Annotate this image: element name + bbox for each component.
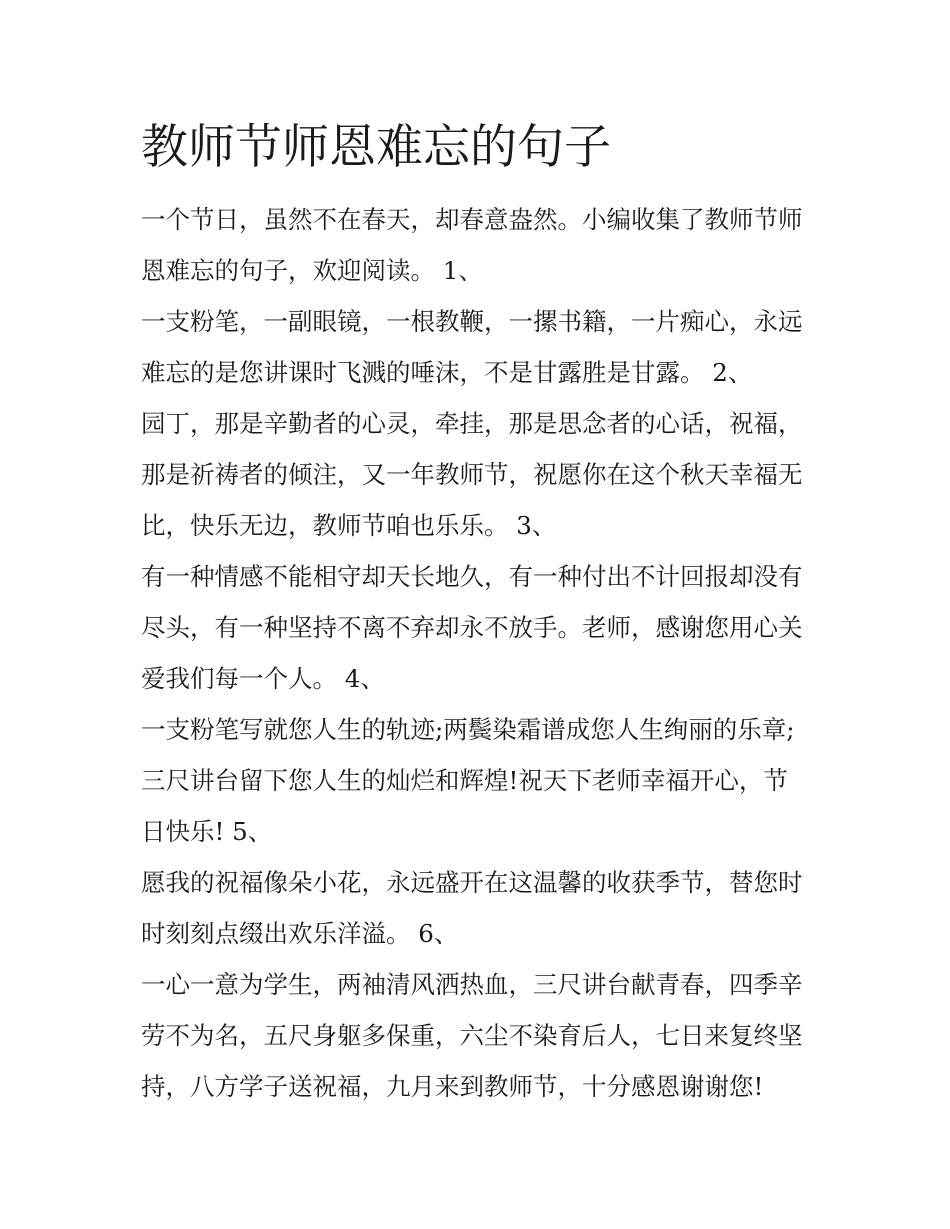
body-line: 园丁，那是辛勤者的心灵，牵挂，那是思念者的心话，祝福， (141, 409, 803, 438)
body-line: 一个节日，虽然不在春天，却春意盎然。小编收集了教师节师 (141, 205, 803, 234)
body-line: 日快乐! 5、 (141, 817, 273, 846)
body-line: 爱我们每一个人。 4、 (141, 664, 385, 693)
body-line: 一心一意为学生，两袖清风洒热血，三尺讲台献青春，四季辛 (141, 970, 803, 999)
body-line: 比，快乐无边，教师节咱也乐乐。 3、 (141, 511, 557, 540)
body-line: 尽头，有一种坚持不离不弃却永不放手。老师，感谢您用心关 (141, 613, 803, 642)
body-line: 那是祈祷者的倾注，又一年教师节，祝愿你在这个秋天幸福无 (141, 460, 803, 489)
body-line: 有一种情感不能相守却天长地久，有一种付出不计回报却没有 (141, 562, 803, 591)
body-line: 愿我的祝福像朵小花，永远盛开在这温馨的收获季节，替您时 (141, 868, 803, 897)
body-line: 三尺讲台留下您人生的灿烂和辉煌!祝天下老师幸福开心，节 (141, 766, 788, 795)
body-line: 一支粉笔，一副眼镜，一根教鞭，一摞书籍，一片痴心，永远 (141, 307, 803, 336)
body-line: 时刻刻点缀出欢乐洋溢。 6、 (141, 919, 459, 948)
body-line: 恩难忘的句子，欢迎阅读。 1、 (141, 256, 483, 285)
body-line: 劳不为名，五尺身躯多保重，六尘不染育后人，七日来复终坚 (141, 1021, 803, 1050)
body-line: 持，八方学子送祝福，九月来到教师节，十分感恩谢谢您! (141, 1072, 764, 1101)
body-line: 一支粉笔写就您人生的轨迹;两鬓染霜谱成您人生绚丽的乐章; (141, 715, 795, 744)
document-title: 教师节师恩难忘的句子 (141, 120, 611, 175)
body-line: 难忘的是您讲课时飞溅的唾沫，不是甘露胜是甘露。 2、 (141, 358, 753, 387)
